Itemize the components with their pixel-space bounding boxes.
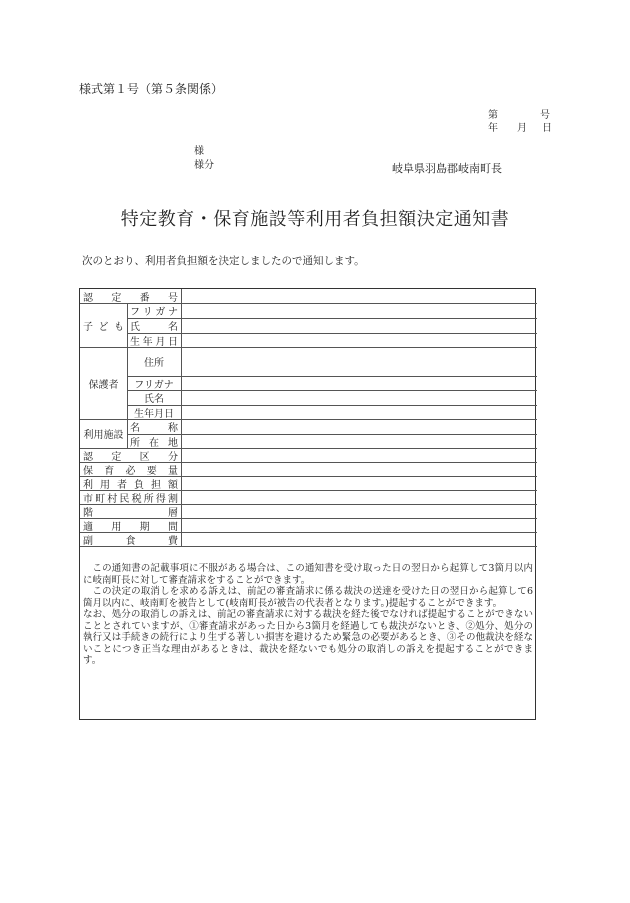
- user-charge-label: 利 用 者 負 担 額: [83, 479, 178, 491]
- certification-category-field[interactable]: [182, 449, 536, 462]
- municipal-tax-basis-field[interactable]: [182, 491, 536, 504]
- application-period-label: 適 用 期 間: [83, 521, 178, 533]
- notice-paragraph-exceptions: なお、処分の取消しの訴えは、前記の審査請求に対する裁決を経た後でなければ提起することができないこととされていますが、①審査請求があった日から3箇月を経過しても裁決がないとき、②処分、処分の執行又は手続きの続行により生ずる著しい損害を避けるため緊急の必要があるとき、③その他裁決を経ないことにつき正当な理由があるときは、裁決を経ないでも処分の取消しの訴えを提起することができます。: [83, 609, 533, 666]
- guardian-furigana-label: フリガナ: [134, 379, 174, 391]
- document-number-suffix: 号: [540, 110, 550, 121]
- certification-number-field[interactable]: [182, 290, 536, 303]
- municipal-tax-basis-label: 市 町 村 民 税 所 得 割: [83, 493, 178, 505]
- form-identifier: 様式第１号（第５条関係）: [79, 82, 224, 96]
- date-year-label: 年: [488, 123, 498, 134]
- date-day-label: 日: [542, 123, 552, 134]
- child-name-field[interactable]: [182, 319, 536, 333]
- certification-number-label: 認 定 番 号: [83, 292, 178, 304]
- guardian-birthdate-label: 生年月日: [134, 408, 174, 420]
- certification-category-label: 認 定 区 分: [83, 451, 178, 463]
- facility-name-field[interactable]: [182, 420, 536, 434]
- guardian-group-label: 保護者: [88, 379, 119, 391]
- guardian-furigana-field[interactable]: [182, 377, 536, 390]
- childcare-need-field[interactable]: [182, 463, 536, 476]
- tier-label: 階 層: [83, 507, 178, 519]
- guardian-name-field[interactable]: [182, 391, 536, 405]
- addressee-honorific-portion: 様分: [194, 160, 214, 171]
- facility-location-label: 所 在 地: [130, 437, 178, 449]
- intro-text: 次のとおり、利用者負担額を決定しましたので通知します。: [82, 255, 365, 267]
- childcare-need-label: 保 育 必 要 量: [83, 465, 178, 477]
- tier-field[interactable]: [182, 505, 536, 518]
- document-number-label: 第: [488, 110, 498, 121]
- guardian-name-label: 氏名: [144, 394, 164, 405]
- user-charge-field[interactable]: [182, 477, 536, 490]
- document-title: 特定教育・保育施設等利用者負担額決定通知書: [120, 209, 510, 230]
- child-furigana-label: フ リ ガ ナ: [130, 307, 178, 318]
- facility-location-field[interactable]: [182, 435, 536, 448]
- facility-name-label: 名 称: [130, 423, 178, 434]
- child-birthdate-label: 生 年 月 日: [130, 336, 178, 348]
- side-dish-cost-label: 副 食 費: [83, 535, 178, 547]
- side-dish-cost-field[interactable]: [182, 533, 536, 546]
- guardian-address-field[interactable]: [182, 348, 536, 376]
- appeal-notice: [83, 563, 533, 667]
- child-name-label: 氏 名: [130, 322, 178, 333]
- child-group-label: 子 ど も: [83, 321, 124, 333]
- notice-paragraph-lawsuit: この決定の取消しを求める訴えは、前記の審査請求に係る裁決の送達を受けた日の翌日から起算して6箇月以内に、岐南町を被告として(岐南町長が被告の代表者となります。)提起することができます。: [83, 586, 533, 609]
- issuer-name: 岐阜県羽島郡岐南町長: [392, 162, 502, 175]
- notice-paragraph-review-request: この通知書の記載事項に不服がある場合は、この通知書を受け取った日の翌日から起算して3箇月以内に岐南町長に対して審査請求をすることができます。: [83, 563, 533, 586]
- date-month-label: 月: [517, 123, 527, 134]
- guardian-address-label: 住所: [144, 358, 164, 369]
- child-birthdate-field[interactable]: [182, 334, 536, 347]
- application-period-field[interactable]: [182, 519, 536, 532]
- guardian-birthdate-field[interactable]: [182, 406, 536, 419]
- child-furigana-field[interactable]: [182, 304, 536, 318]
- addressee-honorific: 様: [194, 146, 204, 157]
- facility-group-label: 利用施設: [83, 430, 124, 441]
